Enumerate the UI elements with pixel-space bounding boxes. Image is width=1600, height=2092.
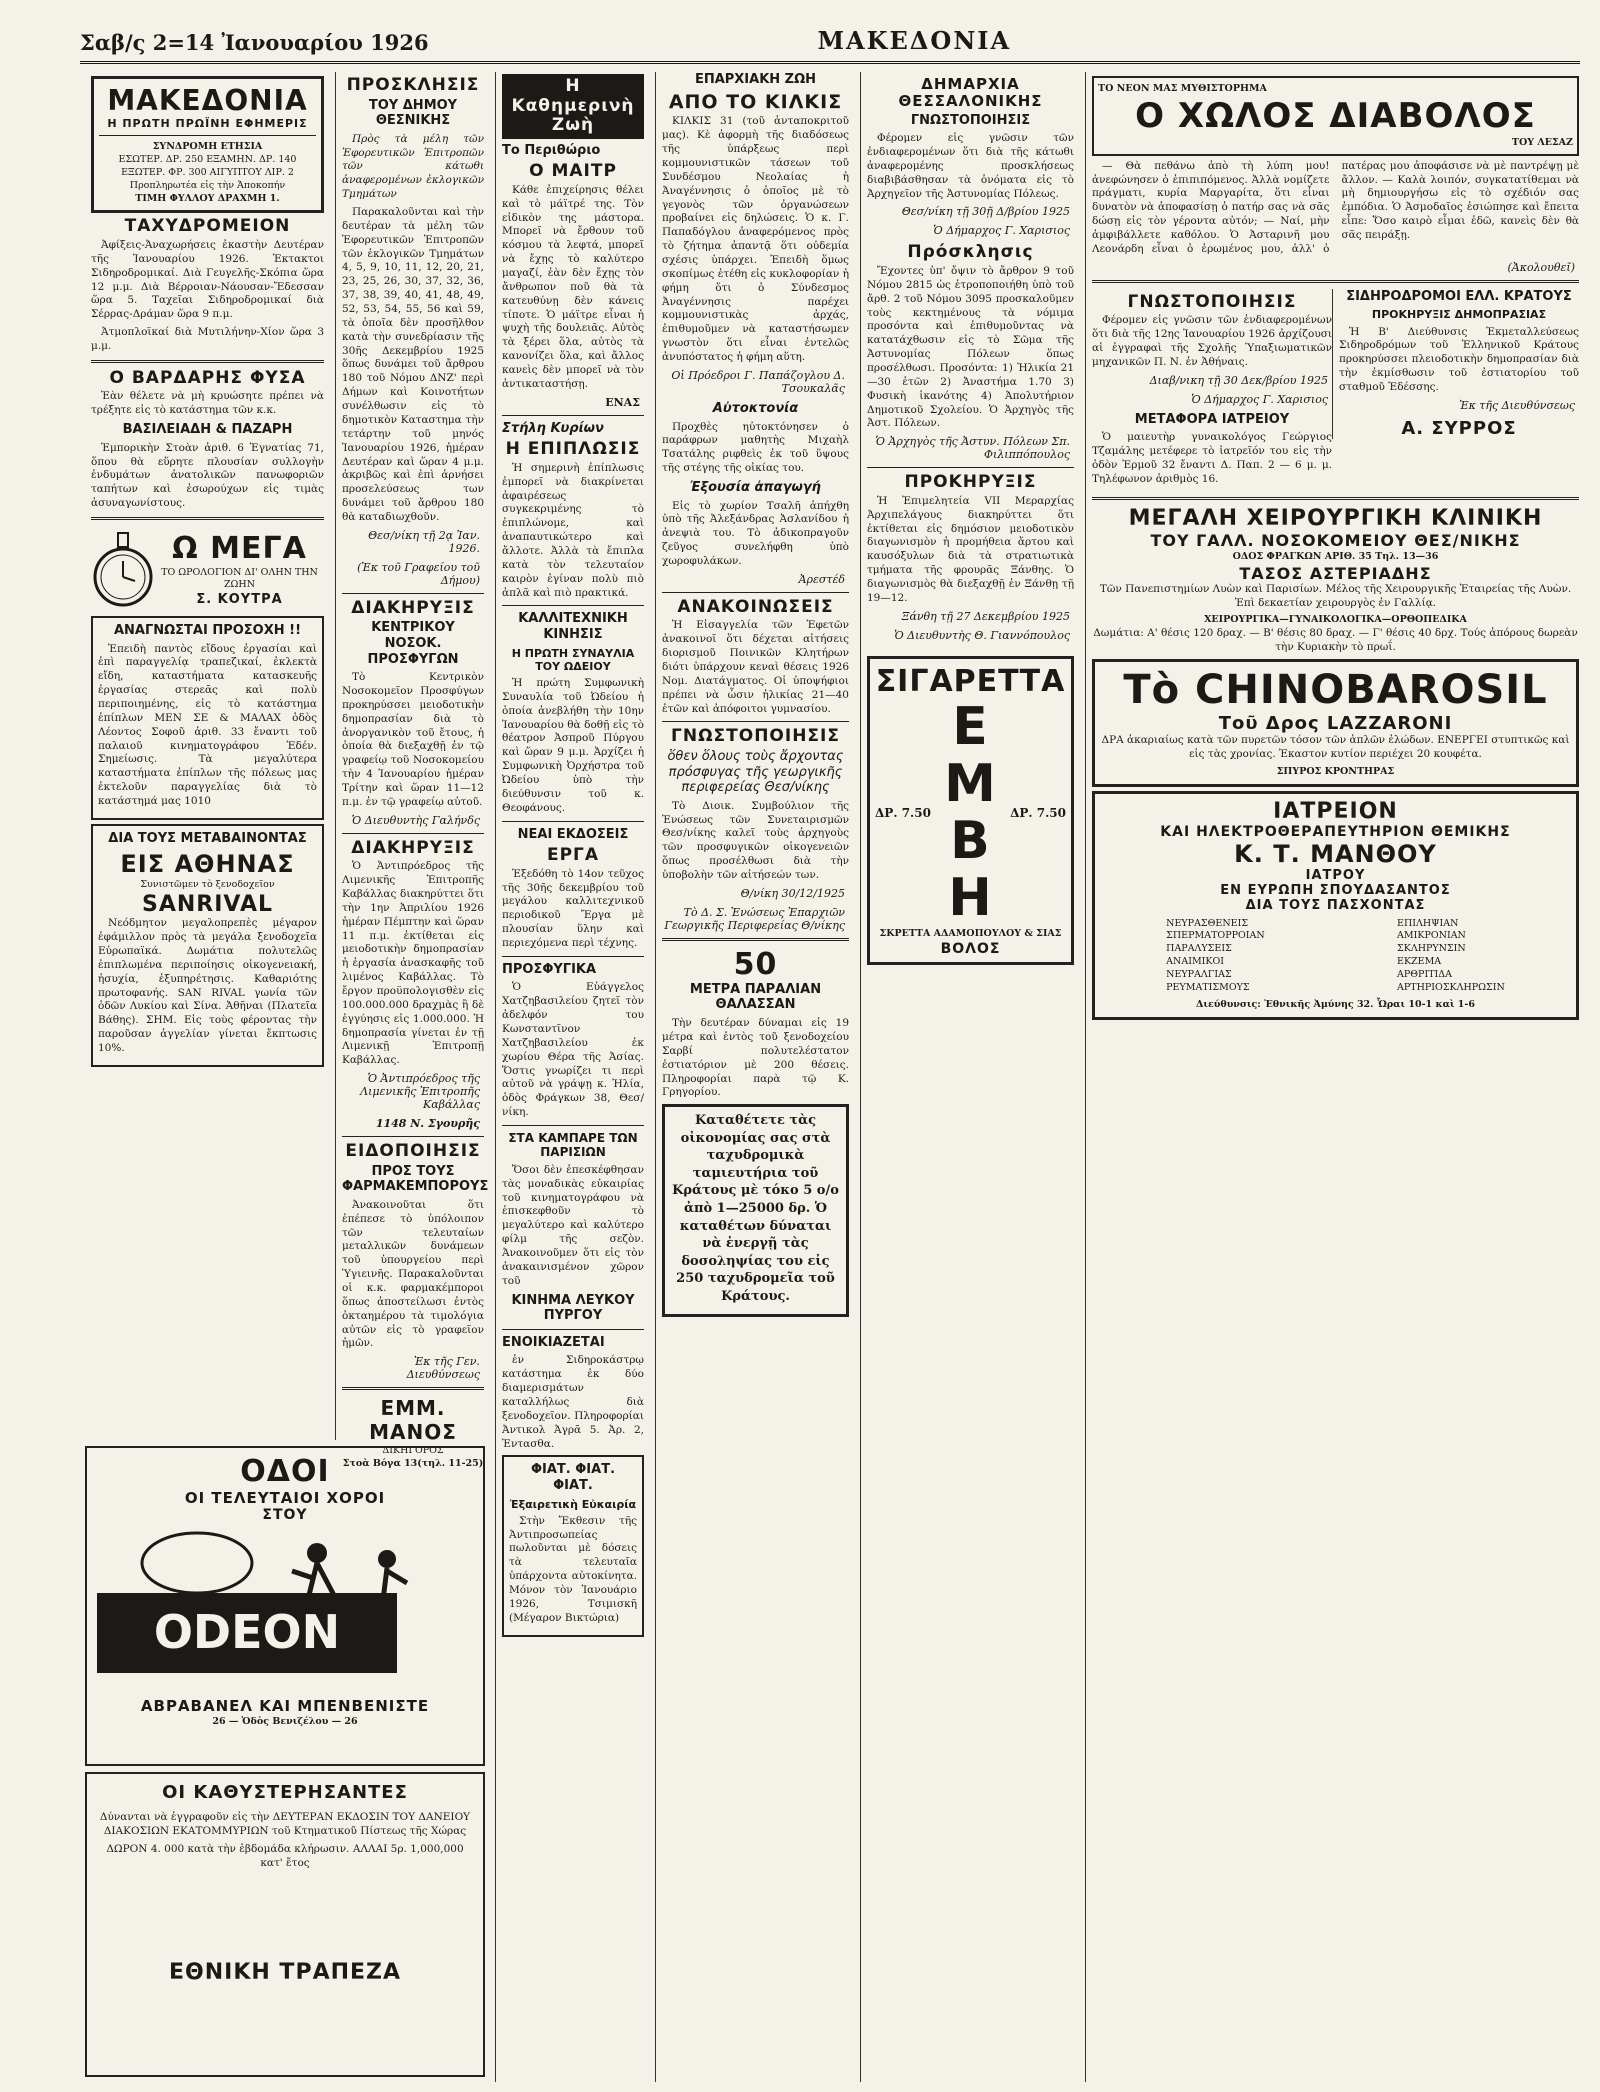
manthou-name: Κ. Τ. ΜΑΝΘΟΥ (1234, 839, 1437, 868)
fiat-title: Ἐξαιρετικὴ Εὐκαιρία (509, 1497, 637, 1511)
makedonia-ad-line: ΣΥΝΔΡΟΜΗ ΕΤΗΣΙΑ (152, 141, 263, 152)
novel-title: Ο ΧΩΛΟΣ ΔΙΑΒΟΛΟΣ (1135, 95, 1536, 136)
fifty-number: 50 (733, 946, 778, 982)
diakeryxis-2-sign: Ὁ Ἀντιπρόεδρος τῆς Λιμενικῆς Ἐπιτροπῆς Καβάλλας (360, 1072, 480, 1112)
railway-body: Ἡ Β' Διεύθυνσις Ἐκμεταλλεύσεως Σιδηροδρόμων τοῦ Ἑλληνικοῦ Κράτους προκηρύσσει πλειοδοτικὴν δημοπρασίαν διὰ τὴν ἐκμίσθωσιν τοῦ ἐστιατορίου τοῦ σταθμοῦ Ἐδέσσης. (1339, 325, 1579, 393)
kilkis-body: ΚΙΛΚΙΣ 31 (τοῦ ἀνταποκριτοῦ μας). Κὲ ἀφορμὴ τῆς διαδόσεως τῆς ὑπάρξεως περὶ κομμουνιστικῶν τάσεων τοῦ Συνδέσμου Νεολαίας ἡ Ἀναγέννησις ὁ ὁποῖος μὲ τὸ γεγονὸς τῶν ὀργανώσεων προβαίνει εἰς δηλώσεις. Ὁ κ. Γ. Παπαδόγλου ἀναφερόμενος πρὸς τὸ ζήτημα ἀπαντᾷ ὅτι οὐδεμία σχέσις ὑπάρχει. Ἐπειδὴ ὅμως σκοπίμως ἐτέθη εἰς κυκλοφορίαν ἡ φήμη ὅτι ὁ Σύνδεσμος Ἀναγέννησις παρέχει κομμουνιστικὰς ἀρχάς, ἐπιθυμοῦμεν νὰ καταστήσωμεν γνωστὸν ὅτι εἶναι ἐντελῶς ἀνυπόστατος ἡ φήμη αὕτη. (662, 115, 849, 364)
cinema-name: ΚΙΝΗΜΑ ΛΕΥΚΟΥ ΠΥΡΓΟΥ (511, 1292, 635, 1324)
municipality-sign: Ὁ Δήμαρχος Γ. Χαρισιος (933, 224, 1070, 238)
manthou-condition: ΑΜΙΚΡΟΝΙΑΝ (1397, 930, 1466, 942)
notice-body: Τὸ Διοικ. Συμβούλιον τῆς Ἐνώσεως τῶν Συνεταιρισμῶν Θεσ/νίκης καλεῖ τοὺς ἀρχηγοὺς τῶν προσφυγικῶν οἰκογενειῶν ὅπως προσέλθωσι διὰ τὴν ὑποβολὴν τῶν αἰτήσεών των. (662, 799, 849, 882)
manthou-condition: ΝΕΥΡΑΣΘΕΝΕΙΣ (1166, 917, 1249, 929)
invitation-sign: Ὁ Ἀρχηγὸς τῆς Ἀστυν. Πόλεων Σπ. Φιλιππόπουλος (875, 435, 1070, 462)
chinobarosil-doctor: Τοῦ Δρος LAZZARONI (1218, 712, 1453, 734)
cigarette-maker: ΣΚΡΕΤΤΑ ΑΔΑΜΟΠΟΥΛΟΥ & ΣΙΑΣ (879, 928, 1062, 940)
clinic-heading: ΜΕΓΑΛΗ ΧΕΙΡΟΥΡΓΙΚΗ ΚΛΙΝΙΚΗ (1128, 505, 1543, 531)
call-heading: ΠΡΟΣΚΛΗΣΙΣ (346, 75, 480, 95)
railway-sub: ΠΡΟΚΗΡΥΞΙΣ ΔΗΜΟΠΡΑΣΙΑΣ (1371, 308, 1547, 322)
epiplosis-heading: Η ΕΠΙΠΛΩΣΙΣ (505, 439, 641, 460)
announcements-heading: ΑΝΑΚΟΙΝΩΣΕΙΣ (677, 596, 834, 617)
makedonia-ad-line: ΤΙΜΗ ΦΥΛΛΟΥ ΔΡΑΧΜΗ 1. (135, 192, 280, 204)
clinic-address: ΟΔΟΣ ΦΡΑΓΚΩΝ ΑΡΙΘ. 35 Τηλ. 13—36 (1232, 550, 1439, 562)
column-6 (1085, 72, 1585, 2082)
sanrival-ad (91, 824, 324, 1067)
sanrival-intro: Συνιστῶμεν τὸ ξενοδοχεῖον (140, 879, 275, 891)
chinobarosil-sign: ΣΠΥΡΟΣ ΚΡΟΝΤΗΡΑΣ (1276, 765, 1395, 777)
municipality-heading: ΔΗΜΑΡΧΙΑ ΘΕΣΣΑΛΟΝΙΚΗΣ (898, 75, 1043, 111)
kilkis-heading: ΑΠΟ ΤΟ ΚΙΛΚΙΣ (668, 90, 843, 113)
manthou-for: ΔΙΑ ΤΟΥΣ ΠΑΣΧΟΝΤΑΣ (1245, 897, 1426, 913)
sanrival-hotel: SANRIVAL (142, 892, 273, 918)
novel-tag: ΤΟ ΝΕΟΝ ΜΑΣ ΜΥΘΙΣΤΟΡΗΜΑ (1098, 83, 1267, 94)
novel-banner (1092, 76, 1579, 156)
manthou-study: ΕΝ ΕΥΡΩΠΗ ΣΠΟΥΔΑΣΑΝΤΟΣ (1220, 882, 1451, 898)
manthou-heading: ΙΑΤΡΕΙΟΝ (1273, 798, 1398, 824)
col6-notice-body: Φέρομεν εἰς γνῶσιν τῶν ἐνδιαφερομένων ὅτι διὰ τῆς 12ης Ἰανουαρίου 1926 ἀρχίζουσι αἱ ἐγγραφαὶ τῆς Σχολῆς Ὑπαξιωματικῶν μηχανικῶν Π. Ν. ἐν Ἀθήναις. (1092, 314, 1332, 368)
cigarette-city: ΒΟΛΟΣ (940, 941, 1001, 958)
prokiryxis-body: Ἡ Ἐπιμελητεία VII Μεραρχίας Ἀρχιπελάγους διακηρύττει ὅτι ἐκτίθεται εἰς δημόσιον μειοδοτικὸν διαγωνισμὸν ἡ προμήθεια ἄρτου καὶ καυσόξυλων διὰ τὰ στρατιωτικὰ τμήματα τῆς φρουρᾶς Ξάνθης. Ὁ διαγωνισμὸς θὰ διεξαχθῇ ἐν Ξάνθῃ τῇ 19—12. (867, 494, 1074, 604)
cigarette-heading: ΣΙΓΑΡΕΤΤΑ (875, 663, 1066, 699)
erga-body: Ἐξεδόθη τὸ 14ον τεῦχος τῆς 30ῆς δεκεμβρίου τοῦ μεγάλου καλλιτεχνικοῦ περιοδικοῦ Ἔργα μὲ πλουσίαν ὕλην καὶ περιεχόμενα περὶ τέχνης. (502, 867, 644, 949)
makedonia-ad-title: ΜΑΚΕΔΟΝΙΑ (107, 84, 308, 117)
new-editions-heading: ΝΕΑΙ ΕΚΔΟΣΕΙΣ (517, 826, 629, 842)
sanrival-heading: ΔΙΑ ΤΟΥΣ ΜΕΤΑΒΑΙΝΟΝΤΑΣ (108, 830, 307, 846)
manthou-sub: ΚΑΙ ΗΛΕΚΤΡΟΘΕΡΑΠΕΥΤΗΡΙΟΝ ΘΕΜΙΚΗΣ (1160, 823, 1511, 840)
clinic-sub: ΤΟΥ ΓΑΛΛ. ΝΟΣΟΚΟΜΕΙΟΥ ΘΕΣ/ΝΙΚΗΣ (1150, 530, 1521, 550)
daily-life-heading: Η Καθημερινὴ Ζωὴ (511, 76, 635, 136)
newspaper-page (85, 72, 1585, 2082)
railway-sign: Ἐκ τῆς Διευθύνσεως (1459, 398, 1575, 412)
dance-ad (85, 1446, 485, 1766)
manthou-condition: ΡΕΥΜΑΤΙΣΜΟΥΣ (1166, 981, 1250, 993)
abduction-heading: Ἐξουσία ἀπαγωγή (690, 479, 821, 495)
invitation-body: Ἔχοντες ὑπ' ὄψιν τὸ ἄρθρον 9 τοῦ Νόμου 2815 ὡς ἐτροποποιήθη ὑπὸ τοῦ ἄρθ. 2 τοῦ Νόμου 3095 προσκαλοῦμεν τοὺς κεκτημένους τὰ νόμιμα προσόντα καὶ ἐπιθυμοῦντας νὰ κατατάχθωσιν εἰς τὸ Σῶμα τῆς Ἀστυνομίας Πόλεων ὅπως προσέλθωσι. Προσόντα: 1) Ἡλικία 21—30 ἐτῶν 2) Ἀναστήμα 1.70 3) Φυσικὴ ἱκανότης 4) Ἀπολυτήριον Δημοτικοῦ Σχολείου. Ὁ Ἀρχηγὸς τῆς Ἀστ. Πόλεων. (867, 264, 1074, 430)
clinic-body: Τῶν Πανεπιστημίων Λυὼν καὶ Παρισίων. Μέλος τῆς Χειρουργικῆς Ἑταιρείας τῆς Λυὼν. Ἐπὶ δεκαετίαν χειρουργὸς ἐν Γαλλίᾳ. (1099, 582, 1572, 609)
col6-notice-date: Διαβ/νικη τῇ 30 Δεκ/βρίου 1925 (1149, 373, 1328, 387)
notice-heading: ΓΝΩΣΤΟΠΟΙΗΣΙΣ (671, 726, 840, 747)
bank-name: ΕΘΝΙΚΗ ΤΡΑΠΕΖΑ (168, 1960, 402, 1986)
clinic-specialties: ΧΕΙΡΟΥΡΓΙΚΑ—ΓΥΝΑΙΚΟΛΟΓΙΚΑ—ΟΡΘΟΠΕΔΙΚΑ (1204, 614, 1467, 626)
anagnostai-ad (91, 616, 324, 820)
call-subheading: ΤΟΥ ΔΗΜΟΥ ΘΕΣΝΙΚΗΣ (368, 97, 458, 129)
chinobarosil-heading: Τὸ CHINOBAROSIL (1123, 666, 1548, 713)
call-sign: Θεσ/νίκη τῇ 2ᾳ Ἰαν. 1926. (368, 528, 480, 555)
makedonia-ad-line: ΕΞΩΤΕΡ. ΦΡ. 300 ΑΙΓΥΠΤΟΥ ΛΙΡ. 2 (121, 166, 294, 178)
omega-name: Σ. ΚΟΥΤΡΑ (196, 591, 283, 607)
daily-life-banner (502, 74, 644, 139)
eidopoiisis-body: Ἀνακοινοῦται ὅτι ἐπέπεσε τὸ ὑπόλοιπον τῶν τελευταίων μεταλλικῶν δυνάμεων τοῦ ὑπουργείου περὶ Ὑγιεινῆς. Παρακαλοῦνται οἱ κ.κ. φαρμακέμποροι ὅπως ἀποστείλωσι ἐντὸς ὀκταημέρου τὰ τιμολόγια αὐτῶν εἰς τὸ γραφεῖον ἡμῶν. (342, 1198, 484, 1350)
diakeryxis-1-sign: Ὁ Διευθυντὴς Γαλήνδς (351, 813, 480, 827)
refugee-body: Ὁ Εὐάγγελος Χατζηβασιλείου ζητεῖ τὸν ἀδελφόν του Κωνσταντῖνον Χατζηβασιλείου ἐκ χωρίου Θέρα τῆς Ἀσίας. Ὅστις γνωρίζει τι περὶ αὐτοῦ νὰ γράψῃ κ. Ἠλία, ὁδὸς Φράγκων 38, Θεσ/νίκη. (502, 981, 644, 1119)
col6-notice-sign: Ὁ Δήμαρχος Γ. Χαρισιος (1191, 392, 1328, 406)
eidopoiisis-heading: ΕΙΔΟΠΟΙΗΣΙΣ (345, 1141, 481, 1162)
makedonia-ad-subtitle: Η ΠΡΩΤΗ ΠΡΩΪΝΗ ΕΦΗΜΕΡΙΣ (107, 117, 308, 130)
kilkis-sign: Οἱ Πρόεδροι Γ. Παπάζογλου Δ. Τσουκαλᾶς (671, 368, 845, 395)
erga-title: ΕΡΓΑ (546, 845, 600, 866)
cigarette-brand: ΕΜΒΗ (944, 696, 997, 929)
cigarette-price-left: ΔΡ. 7.50 (875, 805, 931, 820)
chinobarosil-ad (1092, 659, 1579, 787)
invitation-heading: Πρόσκλησις (907, 242, 1034, 263)
column-3 (495, 72, 650, 2082)
call-sign-office: (Ἐκ τοῦ Γραφείου τοῦ Δήμου) (357, 560, 480, 587)
maitr-sign: ΕΝΑΣ (605, 395, 640, 409)
suicide-heading: Αὐτοκτονία (712, 400, 799, 416)
dance-sub: ΣΤΟΥ (262, 1507, 308, 1523)
dance-title: ΟΙ ΤΕΛΕΥΤΑΙΟΙ ΧΟΡΟΙ (184, 1489, 386, 1507)
railway-name: Α. ΣΥΡΡΟΣ (1401, 417, 1517, 439)
municipality-date: Θεσ/νίκη τῇ 30ῇ Δ/βρίου 1925 (901, 205, 1070, 219)
post-tail: Ἀτμοπλοϊκαί διὰ Μυτιλήνην-Χίον ὥρα 3 μ.μ. (91, 326, 324, 352)
manos-address: Στοὰ Βόγα 13(τηλ. 11-25) (342, 1458, 484, 1470)
manthou-condition: ΣΠΕΡΜΑΤΟΡΡΟΙΑΝ (1166, 930, 1265, 942)
diakeryxis-2-heading: ΔΙΑΚΗΡΥΞΙΣ (351, 837, 475, 858)
embi-cigarette-ad (867, 656, 1074, 966)
manos-name: ΕΜΜ. ΜΑΝΟΣ (369, 1396, 457, 1445)
vardaris-heading: Ο ΒΑΡΔΑΡΗΣ ΦΥΣΑ (109, 367, 306, 388)
cigarette-price-right: ΔΡ. 7.50 (1010, 805, 1066, 820)
maitr-title: Ο ΜΑΙΤΡ (529, 161, 617, 182)
vardaris-body: Ἐὰν θέλετε νὰ μὴ κρυώσητε πρέπει νὰ τρέξητε εἰς τὸ κατάστημα τῶν κ.κ. (91, 390, 324, 417)
manthou-condition: ΠΑΡΑΛΥΣΕΙΣ (1166, 943, 1232, 955)
notice-sign: Τὸ Δ. Σ. Ἐνώσεως Ἐπαρχιῶν Γεωργικῆς Περιφερείας Θ/νίκης (664, 905, 845, 932)
notice-sub: ὅθεν ὅλους τοὺς ἄρχοντας πρόσφυγας τῆς γεωργικῆς περιφερείας Θεσ/νίκης (667, 748, 844, 796)
makedonia-ad-line: Προπληρωτέα εἰς τὴν Ἀποκοπήν (129, 179, 286, 191)
manthou-condition: ΑΡΤΗΡΙΟΣΚΛΗΡΩΣΙΝ (1397, 981, 1505, 993)
manthou-condition: ΝΕΥΡΑΛΓΙΑΣ (1166, 969, 1232, 981)
abduction-body: Εἰς τὸ χωρίον Τσαλῆ ἀπήχθη ὑπὸ τῆς Ἀλεξάνδρας Ἀσλανίδου ἡ ἀνεψιὰ του. Τὸ ἀδικοπραγοῦν ζεῦγος συνελήφθη ὑπὸ χωροφυλάκων. (662, 499, 849, 567)
manthou-condition: ΑΝΑΙΜΙΚΟΙ (1166, 956, 1225, 968)
fiat-ad (502, 1455, 644, 1636)
post-body: Ἀφίξεις-Ἀναχωρήσεις ἐκαστὴν Δευτέραν τῆς Ἰανουαρίου 1926. Ἐκτακτοι Σιδηροδρομικαί. Διὰ Γευγελῆς-Σκόπια ὥρα 12 μ.μ. Διὰ Βέρροιαν-Νάουσαν-Ἔδεσσαν ὥρα 5. Ταχεῖαι Σιδηροδρομικαί διὰ Σέρρας-Δράμαν ὥρα 9 π.μ. (91, 238, 324, 321)
masthead (80, 14, 1580, 64)
ladies-column-tag: Στήλη Κυρίων (502, 420, 604, 436)
perithorio-tag: Το Περιθώριο (502, 142, 601, 158)
manthou-clinic-ad (1092, 791, 1579, 1020)
masthead-title: ΜΑΚΕΔΟΝΙΑ (817, 26, 1012, 55)
bank-ad-body: Δύνανται νὰ ἐγγραφοῦν εἰς τὴν ΔΕΥΤΕΡΑΝ ΕΚΔΟΣΙΝ ΤΟΥ ΔΑΝΕΙΟΥ ΔΙΑΚΟΣΙΩΝ ΕΚΑΤΟΜΜΥΡΙΩΝ τοῦ Κτηματικοῦ Πίστεως τῆς Χώρας (99, 1811, 471, 1837)
dance-footer: ΑΒΡΑΒΑΝΕΛ ΚΑΙ ΜΠΕΝΒΕΝΙΣΤΕ (140, 1697, 430, 1715)
makedonia-ad (91, 76, 324, 213)
cabaret-body: Ὅσοι δὲν ἐπεσκέφθησαν τὰς μοναδικὰς εὐκαιρίας τοῦ κινηματογράφου νὰ ἐπισκεφθοῦν τὸ μεγαλύτερο καὶ καλύτερο φίλμ τῆς σεζὸν. Ἀνακοινοῦμεν ὅτι εἰς τὸν ἀνακαινισμένον χῶρον τοῦ (502, 1163, 644, 1287)
svg-text:ODEON: ODEON (153, 1605, 341, 1659)
notice-block (1092, 289, 1332, 491)
diakeryxis-1-body: Τὸ Κεντρικὸν Νοσοκομεῖον Προσφύγων προκηρύσσει μειοδοτικὴν δημοπρασίαν διὰ τὸ ἀνοργανικὸν τοῦ ἔτους, ἡ ὁποία θὰ διεξαχθῇ ἐν τῷ γραφείῳ τοῦ Νοσοκομείου τὴν 4 Ἰανουαρίου ἡμέραν Τρίτην καὶ ὥραν 11—12 π.μ. ἐν τῷ γραφείῳ αὐτοῦ. (342, 671, 484, 808)
clinic-director: ΤΑΣΟΣ ΑΣΤΕΡΙΑΔΗΣ (1239, 563, 1432, 583)
national-bank-ad (85, 1772, 485, 2077)
omega-title: Ω ΜΕΓΑ (172, 531, 307, 567)
prokiryxis-sign: Ὁ Διευθυντὴς Θ. Γιαννόπουλος (894, 628, 1070, 642)
concert-body: Ἡ πρώτη Συμφωνικὴ Συναυλία τοῦ Ὠδείου ἡ ὁποία ἀνεβλήθη τὴν 10ην Ἰανουαρίου θὰ δοθῇ εἰς τὸ θέατρον Ἀσπροῦ Πύργου καὶ ὥραν 9 μ.μ. Ἀρχίζει ἡ Συμφωνικὴ Ὀρχήστρα τοῦ Ὠδείου ὑπὸ τὴν διεύθυνσιν τοῦ κ. Θεοφάνους. (502, 676, 644, 814)
sanrival-body: Νεόδμητον μεγαλοπρεπὲς μέγαρον ἐφάμιλλον πρὸς τὰ μεγάλα ξενοδοχεῖα Εὐρωπαϊκά. Δωμάτια πολυτελῶς ἐπιπλωμένα περιποίησις οἰκογενειακή, ἡσυχία, ἐξυπηρέτησις. Καθαριότης πρωτοφανής. SAN RIVAL γωνία τῶν ὁδῶν Λυκίου καὶ Σίνα. Ἀθῆναι (Πλατεῖα Βάθης). ΣΗΜ. Εἰς τοὺς φέροντας τὴν παροῦσαν ἀγγελίαν γίνεται ἔκπτωσις 10%. (98, 917, 317, 1055)
dance-address: 26 — Ὁδὸς Βενιζέλου — 26 (212, 1716, 358, 1727)
clinic-more: Δωμάτια: Α' θέσις 120 δραχ. — Β' θέσις 80 δραχ. — Γ' θέσις 40 δρχ. Τούς ἀπόρους δωρεὰν τὴν Κυριακὴν τὸ πρωΐ. (1093, 627, 1578, 654)
masthead-date: Σαβ/ς 2=14 Ἰανουαρίου 1926 (80, 30, 429, 55)
province-tag: ΕΠΑΡΧΙΑΚΗ ΖΩΗ (694, 72, 817, 87)
vardaris-more: Ἐμπορικὴν Στοὰν ἀριθ. 6 Ἐγνατίας 71, ὅπου θὰ εὕρητε πλουσίαν συλλογὴν ἐνδυμάτων ἀνατολικῶν πανωφοριῶν ταπήτων καὶ ἐσωρούχων εἰς τιμὰς ἀσυναγωνίστους. (91, 441, 324, 510)
surgical-clinic-ad (1092, 506, 1579, 655)
manthou-condition: ΕΠΙΛΗΨΙΑΝ (1397, 917, 1459, 929)
diakeryxis-1-heading: ΔΙΑΚΗΡΥΞΙΣ (351, 597, 475, 618)
manos-title: ΔΙΚΗΓΟΡΟΣ (382, 1445, 444, 1457)
announcements-body: Ἡ Εἰσαγγελία τῶν Ἐφετῶν ἀνακοινοῖ ὅτι δέχεται αἰτήσεις διορισμοῦ Ποινικῶν Κλητήρων διότι ὑπάρχουν κεναὶ θέσεις 1926 Νομ. Διατάγματος. Οἱ ὑποψήφιοι πρέπει νὰ ὦσιν ἡλικίας 21—40 ἐτῶν καὶ ἀπόφοιτοι γυμνασίου. (662, 619, 849, 715)
art-movement-heading: ΚΑΛΛΙΤΕΧΝΙΚΗ ΚΙΝΗΣΙΣ (518, 611, 628, 642)
cabaret-heading: ΣΤΑ ΚΑΜΠΑΡΕ ΤΩΝ ΠΑΡΙΣΙΩΝ (508, 1131, 638, 1160)
anagnostai-body: Ἐπειδὴ παντὸς εἴδους ἐργασίαι καὶ ἐπὶ παραγγελίᾳ τραπεζικαί, ἐκλεκτὰ εἴδη, καταστήματα κατασκευῆς ἐργασίας στερεᾶς καὶ πολὺ περιποιημένης, εἰς τὸ κατάστημα ἐπίπλων ΜΕΝ ΣΕ & ΜΑΛΑΧ ὁδὸς Λέοντος Σοφοῦ ἀριθ. 33 ἔναντι τοῦ παλαιοῦ κινηματογράφου Ἐδέν. Σημείωσις. Τὰ μεγαλύτερα καταστήματα ἐπίπλων τῆς πόλεως μας ἐκτελοῦν παραγγελίας διὰ τὸ κατάστημά μας 1010 (98, 642, 317, 807)
savings-body: Καταθέτετε τὰς οἰκονομίας σας στὰ ταχυδρομικὰ ταμιευτήρια τοῦ Κράτους μὲ τόκο 5 ο/ο ἀπὸ 1—25000 δρ. Ὁ καταθέτων δύναται νὰ ἐνεργῇ τὰς δοσοληψίας του εἰς 250 ταχυδρομεῖα τοῦ Κράτους. (672, 1113, 839, 1304)
pocket-watch-icon (91, 527, 155, 611)
municipality-body: Φέρομεν εἰς γνῶσιν τῶν ἐνδιαφερομένων ὅτι διὰ τῆς κάτωθι ἀναφερομένης προσκλήσεως διαβιβάσθησαν τὰ ὀνόματα εἰς τὸ Ἀρχηγεῖον τῆς Ἀστυνομίας Πόλεως. (867, 132, 1074, 200)
column-5 (860, 72, 1080, 2082)
diakeryxis-2-body: Ὁ Ἀντιπρόεδρος τῆς Λιμενικῆς Ἐπιτροπῆς Καβάλλας διακηρύττει ὅτι τὴν 1ην Ἀπριλίου 1926 ἡμέραν Πέμπτην καὶ ὥραν 11 π.μ. ἐκτίθεται εἰς μειοδοτικὴν δημοπρασίαν ἡ ἐργασία ἀνασκαφῆς τοῦ λιμένος Καβάλλας. Τὸ ἔργον προϋπολογισθὲν εἰς 100.000.000 δραχμὰς ἢ δὲ ἐγγύησις εἰς 1.000.000. Ἡ δημοπρασία γίνεται ἐν τῇ Λιμενικῇ Ἐπιτροπῇ Καβάλλας. (342, 860, 484, 1067)
refugee-heading: ΠΡΟΣΦΥΓΙΚΑ (502, 961, 597, 977)
railway-heading: ΣΙΔΗΡΟΔΡΟΜΟΙ ΕΛΛ. ΚΡΑΤΟΥΣ (1346, 288, 1572, 304)
fiat-heading: ΦΙΑΤ. ΦΙΑΤ. ΦΙΑΤ. (530, 1462, 616, 1493)
manthou-title: ΙΑΤΡΟΥ (1305, 867, 1366, 883)
sanrival-city: ΕΙΣ ΑΘΗΝΑΣ (120, 850, 295, 879)
suicide-body: Προχθὲς ηὐτοκτόνησεν ὁ παράφρων μαθητὴς Μιχαὴλ Τσατάλης ριφθεὶς ἐκ τοῦ ὕψους τῆς στέγης τῆς οἰκίας του. (662, 420, 849, 475)
column-2 (335, 72, 490, 1470)
omega-sub: ΤΟ ΩΡΟΛΟΓΙΟΝ ΔΙ' ΟΛΗΝ ΤΗΝ ΖΩΗΝ (161, 567, 318, 590)
epiplosis-body: Ἡ σημερινὴ ἐπίπλωσις ἐμπορεῖ νὰ διακρίνεται ἀφαιρέσεως συγκεκριμένης τὸ ἐπιπλώνομε, καὶ ἀναπαυτικώτερο καὶ ἄλλοτε. Ἀλλὰ τὰ ἔπιπλα κατὰ τὸν τελευταίον καιρὸν ἐγίναν πολὺ πιὸ ἁπλᾶ καὶ πιὸ πρακτικά. (502, 461, 644, 599)
diakeryxis-2-name: 1148 Ν. Σγουρῆς (375, 1117, 480, 1131)
post-heading: ΤΑΧΥΔΡΟΜΕΙΟΝ (124, 216, 291, 237)
manthou-address: Διεύθυνσις: Ἐθνικῆς Ἀμύνης 32. Ὧραι 10-1 καὶ 1-6 (1196, 998, 1475, 1010)
for-rent-body: ἐν Σιδηροκάστρῳ κατάστημα ἐκ δύο διαμερισμάτων καταλλήλως διὰ ξενοδοχεῖον. Πληροφορίαι Ἀντικολ Ἀγρᾶ 5. Ἀρ. 2, Ἐντασθα. (502, 1354, 644, 1450)
call-body: Παρακαλοῦνται καὶ τὴν δευτέραν τὰ μέλη τῶν Ἐφορευτικῶν Ἐπιτροπῶν τῶν ἐκλογικῶν Τμημάτων 4, 5, 9, 10, 11, 12, 20, 21, 23, 25, 26, 30, 37, 32, 36, 37, 38, 39, 40, 41, 48, 49, 52, 53, 54, 55, 56 καὶ 59, τὰ ὁποῖα δὲν προσῆλθον κατὰ τὴν συνεδρίασιν τῆς 30ῆς Δεκεμβρίου 1925 ὅπως δυνάμει τοῦ ἄρθρου 180 τοῦ Νόμου ΔΝΖ' περὶ Δήμων καὶ Κοινοτήτων συνέλθωσιν εἰς τὸ δημοτικὸν Καταστημα τὴν τετάρτην τοῦ μηνός Ἰανουαρίου 1926, ἡμέραν Δευτέραν καὶ ὥραν 4 μ.μ. ἀκριβῶς καὶ ἐπὶ ἀρνήσει προσελεύσεως των δυνάμει τοῦ ἄρθρου 180 θὰ καταδιωχθοῦν. (342, 206, 484, 523)
savings-ad (662, 1104, 849, 1317)
municipality-sub: ΓΝΩΣΤΟΠΟΙΗΣΙΣ (910, 112, 1031, 128)
makedonia-ad-line: ΕΣΩΤΕΡ. ΔΡ. 250 ΕΞΑΜΗΝ. ΔΡ. 140 (118, 153, 297, 165)
fifty-heading: ΜΕΤΡΑ ΠΑΡΑΛΙΑΝ ΘΑΛΑΣΣΑΝ (689, 981, 822, 1013)
manthou-condition: ΑΡΘΡΙΤΙΔΑ (1397, 969, 1453, 981)
vardaris-name: ΒΑΣΙΛΕΙΑΔΗ & ΠΑΖΑΡΗ (122, 422, 293, 438)
novel-body: — Θὰ πεθάνω ἀπὸ τὴ λύπη μου! ἀνεφώνησεν ὁ ἐπιπιπόμενος. Ἀλλὰ νομίζετε πράγματι, κυρία Μαργαρίτα, ὅτι εἶναι δυνατὸν νὰ ἀποφασίσῃ ὁ πατήρ σας νὰ σᾶς δώσῃ εἰς τὸν γέροντα αὐτόν; — Ναί, μὴν ἀμφιβάλλετε καθόλου. Ὁ Ἀσταρινῆ μου Λεονάρδη εἶναι ὁ ἐρωμένος μου, ἀλλ' ὁ πατέρας μου ἀποφάσισε νὰ μὲ παντρέψῃ μὲ ἄλλον. — Καλὰ λοιπόν, συγκατατίθεμαι νὰ μὴ δημιουργήσω εἰς τὸ σχέδιόν σας ἐμπόδια. Ὁ Ἀσμοδαῖος ἐσιώπησε καὶ ἔπειτα εἶπε: Ὅσο καιρὸ εἶμαι ἐδῶ, κανεὶς δὲν θὰ σᾶς πειράξῃ. (1092, 159, 1579, 255)
manthou-condition: ΣΚΛΗΡΥΝΣΙΝ (1397, 943, 1466, 955)
novel-author: ΤΟΥ ΛΕΣΑΖ (1511, 136, 1573, 148)
chinobarosil-body: ΔΡΑ ἀκαριαίως κατὰ τῶν πυρετῶν τόσον τῶν ἁπλῶν ἐλώδων. ΕΝΕΡΓΕΙ στυπτικῶς καὶ εἰς τὰς χρονίας. Ἐκαστον κυτίον περιέχει 20 κουφέτα. (1101, 733, 1570, 760)
notice-date: Θ/νίκη 30/12/1925 (740, 886, 845, 900)
concert-heading: Η ΠΡΩΤΗ ΣΥΝΑΥΛΙΑ ΤΟΥ ΩΔΕΙΟΥ (511, 646, 635, 673)
clinic-move-body: Ὁ μαιευτὴρ γυναικολόγος Γεώργιος Τζαμάλης μετέφερε τὸ ἰατρεῖόν του εἰς τὴν ὁδὸν Ἐρμοῦ 32 ἔναντι Δ. Παπ. 2 — 6 μ. μ. Τηλέφωνον ἀριθμὸς 16. (1092, 431, 1332, 485)
manthou-condition: ΕΚΖΕΜΑ (1397, 956, 1442, 968)
railway-block (1332, 289, 1579, 439)
maitr-body: Κάθε ἐπιχείρησις θέλει καὶ τὸ μάϊτρέ της. Τὸν εἰδικὸν της μάστορα. Μπορεῖ νὰ ἔρθουν τοῦ κόσμου τὰ λεφτά, μπορεῖ νὰ ἔχῃς τὸ καλύτερο μαγαζί, ἐὰν δὲν ἔχῃς τὸν ἄνθρωπον ποῦ θὰ τὰ κατευθύνῃ δὲν κάνεις τίποτε. Ὁ μάϊτρε εἶναι ἡ ψυχὴ τῆς δουλειᾶς. Αὐτὸς τὰ ξέρει ὅλα, αὐτὸς τὰ κανονίζει ὅλα, καὶ ἄλλος κανεὶς δὲν μπορεῖ νὰ τὸν ἀντικαταστήσῃ. (502, 183, 644, 390)
dance-odoi: ΟΔΟΙ (240, 1454, 330, 1489)
col6-notice-heading: ΓΝΩΣΤΟΠΟΙΗΣΙΣ (1127, 291, 1297, 312)
omega-ad (91, 526, 324, 612)
anagnostai-heading: ΑΝΑΓΝΩΣΤΑΙ ΠΡΟΣΟΧΗ !! (113, 622, 302, 638)
fifty-body: Τὴν δευτέραν δύναμαι εἰς 19 μέτρα καὶ ἐντὸς τοῦ ξενοδοχείου Σαρβί πολυτελέστατον ἐστιατόριον μὲ 200 θέσεις. Πληροφορίαι παρὰ τῷ Κ. Γρηγορίου. (662, 1017, 849, 1099)
prokiryxis-heading: ΠΡΟΚΗΡΥΞΙΣ (904, 472, 1037, 493)
dancers-illustration (87, 1523, 483, 1693)
eidopoiisis-sign: Ἐκ τῆς Γεν. Διευθύνσεως (406, 1355, 480, 1382)
bank-ad-more: ΔΩΡΟΝ 4. 000 κατὰ τὴν ἑβδομάδα κλήρωσιν. ΑΛΛΑΙ 5ρ. 1,000,000 κατ' ἔτος (106, 1842, 464, 1869)
fiat-body: Στὴν Ἔκθεσιν τῆς Ἀντιπροσωπείας πωλοῦνται μὲ δόσεις τὰ τελευταῖα ὑπάρχοντα αὐτοκίνητα. Μόνον τὸν Ἰανουάριο 1926, Τσιμισκῆ (Μέγαρον Βικτώρια) (509, 1514, 637, 1624)
column-4 (655, 72, 855, 2082)
bank-ad-heading: ΟΙ ΚΑΘΥΣΤΕΡΗΣΑΝΤΕΣ (162, 1782, 408, 1803)
diakeryxis-1-sub: ΚΕΝΤΡΙΚΟΥ ΝΟΣΟΚ. ΠΡΟΣΦΥΓΩΝ (367, 620, 459, 667)
for-rent-heading: ΕΝΟΙΚΙΑΖΕΤΑΙ (502, 1334, 605, 1350)
abduction-sign: Ἀρεστέδ (798, 572, 845, 586)
prokiryxis-date: Ξάνθη τῇ 27 Δεκεμβρίου 1925 (901, 609, 1070, 623)
call-intro: Πρὸς τὰ μέλη τῶν Ἐφορευτικῶν Ἐπιτροπῶν τῶν κάτωθι ἀναφερομένων ἐκλογικῶν Τμημάτων (342, 132, 484, 201)
novel-continues: (Ἀκολουθεῖ) (1507, 260, 1575, 274)
clinic-move-heading: ΜΕΤΑΦΟΡΑ ΙΑΤΡΕΙΟΥ (1134, 411, 1290, 427)
eidopoiisis-sub: ΠΡΟΣ ΤΟΥΣ ΦΑΡΜΑΚΕΜΠΟΡΟΥΣ (342, 1163, 489, 1195)
